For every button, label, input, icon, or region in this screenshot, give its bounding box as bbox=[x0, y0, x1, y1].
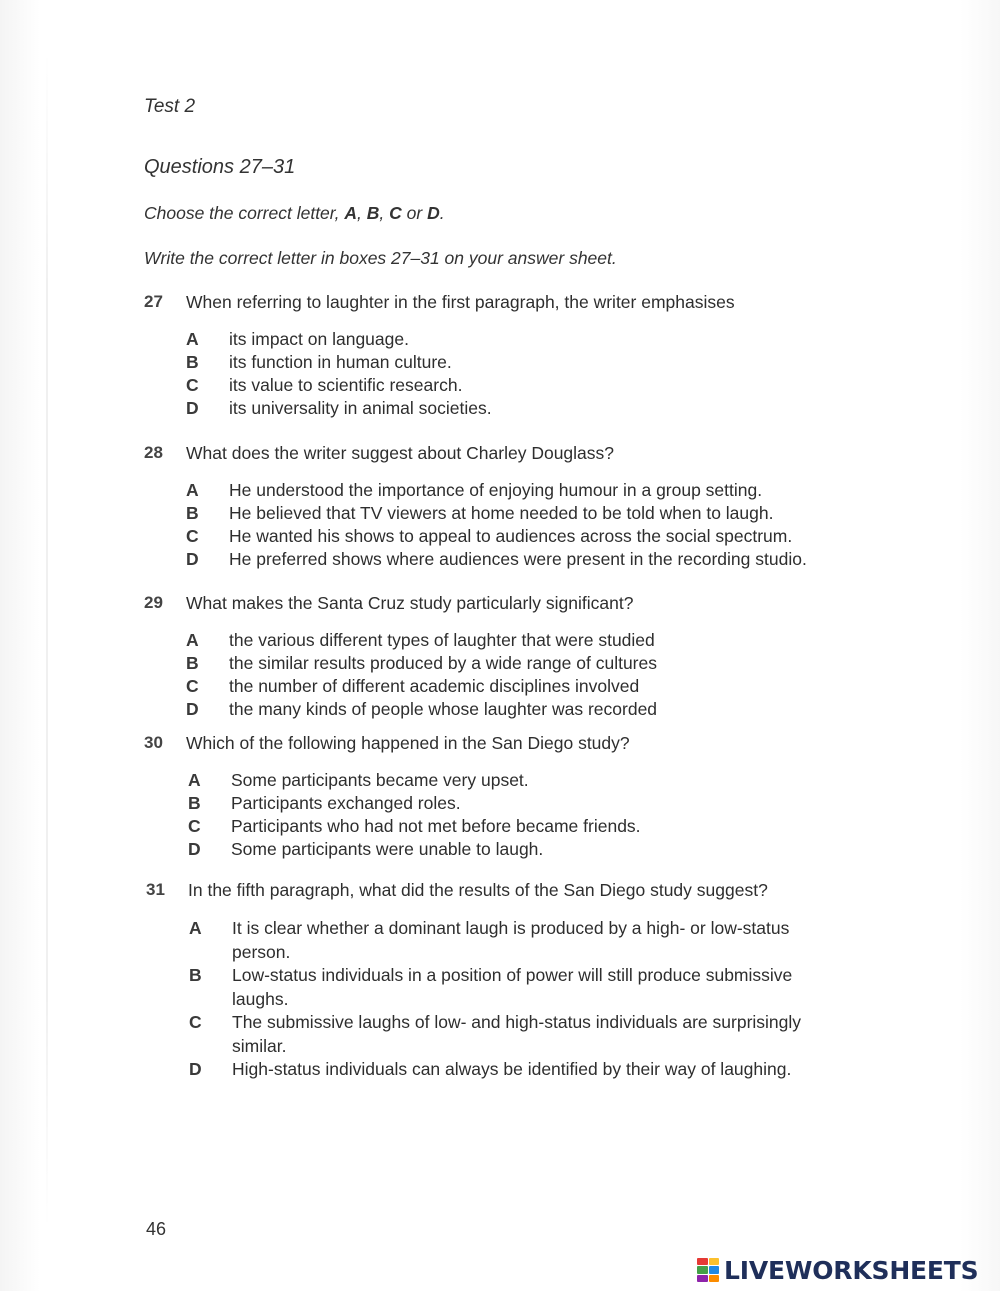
option-text: He preferred shows where audiences were present in the recording studio. bbox=[229, 549, 807, 569]
liveworksheets-logo[interactable] bbox=[697, 1256, 978, 1284]
option-letter: C bbox=[186, 526, 199, 546]
test-label: Test 2 bbox=[144, 96, 196, 117]
question-number: 31 bbox=[146, 880, 165, 899]
option-text: Low-status individuals in a position of power will still produce submissive laughs. bbox=[232, 965, 793, 1009]
option-b[interactable] bbox=[186, 351, 886, 374]
instruction-letter-a: A bbox=[344, 203, 358, 223]
option-d[interactable] bbox=[186, 698, 886, 721]
option-text: the number of different academic disciplines involved bbox=[229, 676, 640, 696]
logo-tile bbox=[697, 1266, 708, 1273]
instruction-choose-letter bbox=[144, 203, 445, 224]
option-letter: A bbox=[186, 480, 199, 500]
page-number: 46 bbox=[146, 1219, 167, 1239]
logo-tile bbox=[697, 1258, 708, 1265]
option-letter: C bbox=[189, 1012, 202, 1032]
option-text: Some participants were unable to laugh. bbox=[231, 839, 544, 859]
option-a[interactable] bbox=[186, 328, 886, 351]
question-number: 30 bbox=[144, 733, 163, 752]
question-text: What does the writer suggest about Charley Douglass? bbox=[186, 443, 615, 463]
option-text: Some participants became very upset. bbox=[231, 770, 529, 790]
question-number: 27 bbox=[144, 292, 163, 311]
option-text: Participants who had not met before became friends. bbox=[231, 816, 641, 836]
instruction-letter-b: B bbox=[366, 203, 380, 223]
option-letter: A bbox=[189, 918, 202, 938]
option-letter: A bbox=[186, 329, 199, 349]
scan-edge-shadow bbox=[46, 50, 48, 1230]
option-text: He understood the importance of enjoying humour in a group setting. bbox=[229, 480, 763, 500]
option-a[interactable] bbox=[186, 479, 886, 502]
option-text: its value to scientific research. bbox=[229, 375, 463, 395]
logo-tile bbox=[709, 1258, 720, 1265]
option-c[interactable] bbox=[189, 1010, 849, 1058]
option-text: It is clear whether a dominant laugh is produced by a high- or low-status person. bbox=[232, 918, 790, 962]
logo-tile bbox=[709, 1275, 720, 1282]
option-b[interactable] bbox=[186, 652, 886, 675]
option-letter: A bbox=[186, 630, 199, 650]
option-b[interactable] bbox=[189, 963, 849, 1011]
options-list bbox=[188, 769, 888, 861]
logo-tile bbox=[709, 1266, 720, 1273]
option-text: He wanted his shows to appeal to audiences across the social spectrum. bbox=[229, 526, 793, 546]
option-letter: C bbox=[186, 375, 199, 395]
option-letter: B bbox=[188, 793, 201, 813]
logo-tile bbox=[697, 1275, 708, 1282]
option-text: the similar results produced by a wide range of cultures bbox=[229, 653, 657, 673]
instruction-period: . bbox=[439, 203, 445, 223]
option-text: its impact on language. bbox=[229, 329, 409, 349]
instruction-or: or bbox=[401, 203, 428, 223]
option-letter: B bbox=[186, 653, 199, 673]
option-letter: B bbox=[186, 503, 199, 523]
question-number: 28 bbox=[144, 443, 163, 462]
option-d[interactable] bbox=[188, 838, 888, 861]
option-d[interactable] bbox=[186, 548, 886, 571]
liveworksheets-logo-icon bbox=[697, 1258, 719, 1282]
option-text: Participants exchanged roles. bbox=[231, 793, 461, 813]
question-number: 29 bbox=[144, 593, 163, 612]
option-b[interactable] bbox=[186, 502, 886, 525]
option-letter: C bbox=[188, 816, 201, 836]
logo-text: LIVEWORKSHEETS bbox=[724, 1255, 979, 1285]
option-text: the many kinds of people whose laughter was recorded bbox=[229, 699, 658, 719]
instruction-letter-c: C bbox=[389, 203, 402, 223]
instruction-comma: , bbox=[357, 203, 367, 223]
question-text: What makes the Santa Cruz study particularly significant? bbox=[186, 593, 634, 613]
option-a[interactable] bbox=[186, 629, 886, 652]
option-d[interactable] bbox=[189, 1057, 849, 1081]
option-text: its function in human culture. bbox=[229, 352, 452, 372]
option-letter: C bbox=[186, 676, 199, 696]
option-b[interactable] bbox=[188, 792, 888, 815]
option-a[interactable] bbox=[189, 916, 849, 964]
options-list bbox=[186, 629, 886, 721]
option-c[interactable] bbox=[186, 374, 886, 397]
option-text: The submissive laughs of low- and high-status individuals are surprisingly similar. bbox=[232, 1012, 802, 1056]
option-letter: D bbox=[186, 699, 199, 719]
option-letter: B bbox=[186, 352, 199, 372]
option-text: its universality in animal societies. bbox=[229, 398, 492, 418]
instruction-comma: , bbox=[379, 203, 390, 223]
option-letter: D bbox=[186, 398, 199, 418]
question-text: In the fifth paragraph, what did the results of the San Diego study suggest? bbox=[188, 880, 768, 900]
option-letter: A bbox=[188, 770, 201, 790]
option-text: High-status individuals can always be identified by their way of laughing. bbox=[232, 1059, 792, 1079]
option-text: the various different types of laughter that were studied bbox=[229, 630, 655, 650]
option-c[interactable] bbox=[188, 815, 888, 838]
option-letter: D bbox=[189, 1059, 202, 1079]
option-a[interactable] bbox=[188, 769, 888, 792]
options-list bbox=[186, 479, 886, 571]
instruction-text: Choose the correct letter, bbox=[144, 203, 345, 223]
questions-range-heading: Questions 27–31 bbox=[144, 156, 296, 178]
option-c[interactable] bbox=[186, 525, 886, 548]
options-list bbox=[186, 328, 886, 420]
option-d[interactable] bbox=[186, 397, 886, 420]
option-letter: D bbox=[188, 839, 201, 859]
option-letter: B bbox=[189, 965, 202, 985]
question-text: When referring to laughter in the first paragraph, the writer emphasises bbox=[186, 292, 735, 312]
instruction-answer-sheet: Write the correct letter in boxes 27–31 on your answer sheet. bbox=[144, 248, 617, 268]
option-c[interactable] bbox=[186, 675, 886, 698]
instruction-letter-d: D bbox=[427, 203, 440, 223]
option-text: He believed that TV viewers at home needed to be told when to laugh. bbox=[229, 503, 774, 523]
question-text: Which of the following happened in the San Diego study? bbox=[186, 733, 630, 753]
options-list bbox=[189, 916, 849, 1080]
option-letter: D bbox=[186, 549, 199, 569]
